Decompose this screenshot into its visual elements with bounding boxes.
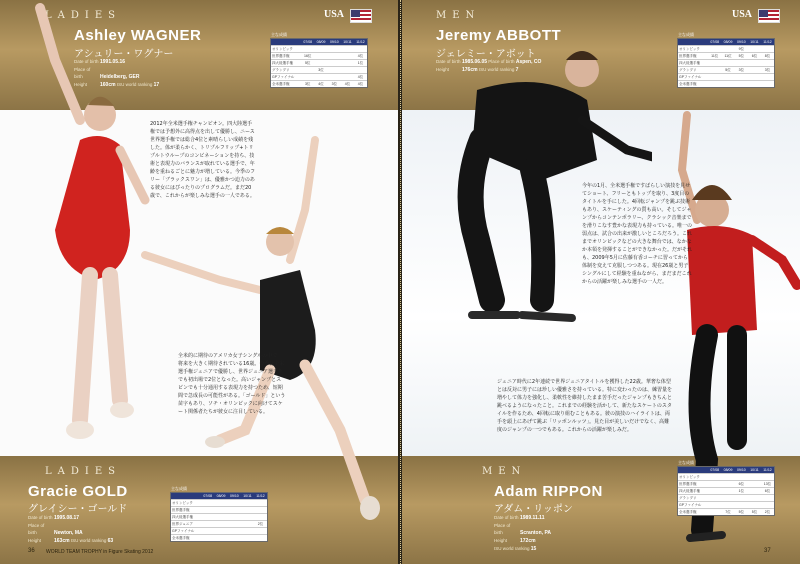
- bio-text: 全米的に期待のアメリカ女子シングルの中で、将来を大きく期待されている16歳。今季は全米選手権ジュニアで優勝し、世界ジュニア選手権でも初出場で2位となった。高いジャンプとスピンでも十分通用する表現力を持つため、短期間で急成長の可能性がある。「ゴールド」という苗字もあり、ソチ・オリンピックに向けてスケート関係者たちが彼女に注目している。: [178, 353, 286, 415]
- section-label: MEN: [436, 10, 481, 21]
- skater-info: Date of birth1991.05.16 Place of birth Heidelberg, GER Height 160cm ISU world ranking 17: [74, 59, 160, 88]
- section-label: MEN: [482, 466, 527, 477]
- skater-kana: アシュリー・ワグナー: [74, 49, 174, 60]
- skater-name: Jeremy ABBOTT: [436, 27, 562, 44]
- skater-info: Date of birth1985.06.05 Place of birth Aspen, CO Height 176cm ISU world ranking 7: [436, 59, 542, 73]
- page-number: 36: [28, 548, 35, 554]
- left-page: [0, 0, 398, 564]
- usa-flag-icon: [350, 9, 372, 23]
- skater-info: Date of birth1995.08.17 Place of birth Newton, MA Height 163cm ISU world ranking 63: [28, 515, 114, 544]
- skater-name: Ashley WAGNER: [74, 27, 202, 44]
- skater-name: Adam RIPPON: [494, 483, 603, 500]
- skater-kana: グレイシー・ゴールド: [28, 504, 128, 515]
- section-label: LADIES: [45, 10, 121, 21]
- page-number: 37: [764, 548, 771, 554]
- record-table: 主な成績 07/08 08/09 09/10 10/11 11/12 オリンピック 世界選手権 6位 13位 四大陸選手権 1位 6位 グランプリ GPファイナル 全米選手権 7位 5位 5位 2位: [677, 466, 775, 516]
- usa-flag-icon: [758, 9, 780, 23]
- footer-title: WORLD TEAM TROPHY in Figure Skating 2012: [46, 549, 154, 555]
- skater-kana: アダム・リッポン: [494, 504, 573, 515]
- record-table: 主な成績 07/08 08/09 09/10 10/11 11/12 オリンピック 世界選手権 16位 4位 四大陸選手権 5位 1位 グランプリ 3位 GPファイナル 4位 全米選手権 3位 4位 3位 4位 4位: [270, 38, 368, 88]
- bio-text: 2012年全米選手権チャンピオン。四大陸選手権では予想外に高得点を出して優勝し、ニース世界選手権では総合4位と素晴らしい成績を残した。体が柔らかく、トリプルフリップ+トリプルトウループのコンビネーションを持ち、技術と表現力のバランスが取れている選手で、年齢を重ねるごとに魅力が増している。今季のフリー「ブラックスワン」は、優雅かつ迫力のある彼女にはぴったりのプログラムだ。まだ20歳で、これからが楽しみな選手の一人である。: [150, 121, 256, 199]
- record-table: 主な成績 07/08 08/09 09/10 10/11 11/12 オリンピック 9位 世界選手権 11位 11位 5位 6位 8位 四大陸選手権 グランプリ 5位 3位 3位 GPファイナル 全米選手権: [677, 38, 775, 88]
- record-table: 主な成績 07/08 08/09 09/10 10/11 11/12 オリンピック 世界選手権 四大陸選手権 世界ジュニア 2位 GPファイナル 全米選手権: [170, 492, 268, 542]
- skater-name: Gracie GOLD: [28, 483, 128, 500]
- skater-kana: ジェレミー・アボット: [436, 49, 536, 60]
- section-label: LADIES: [45, 466, 121, 477]
- country-label: USA: [324, 9, 345, 20]
- country-label: USA: [732, 9, 753, 20]
- bio-text: 今年の1月、全米選手権ですばらしい演技を見せてショート、フリーともトップを取り、3度目のタイトルを手にした。4回転ジャンプを跳ぶ技術もあり、スケーティングの質も高い。そしてジャンプからコンテンポラリー、クラシック音楽までを滑りこなす豊かな表現力も持っている。唯一の弱点は、試合の出来が激しいところだろう。これまでオリンピックなどの大きな舞台では、なかなか本領を発揮することができなかった。だがそれも、2009年5月に佐藤有香コーチに習ってから体制を変えて克服しつつある。現在26歳と男子シングルにして経験を重ねながら、まだまだこれからの活躍が楽しみな選手の一人だ。: [582, 183, 693, 285]
- bio-text: ジュニア時代に2年連続で世界ジュニアタイトルを獲得した22歳。華奢な体型とは反対に男子には珍しい優雅さを持っている。特に変わったのは、練習量を増やして体力を強化し、柔軟性を維持したまま苦手だったジャンプもきちんと跳べるようになったこと。これまでの経験を活かして、新たなスケートのスタイルを作るため、4回転に取り組むこともある。彼の演技のハイライトは、両手を頭上にあげて跳ぶ「リッポンルッツ」。見た目が美しいだけでなく、高難度のジャンプの一つでもある。これからの活躍が楽しみだ。: [497, 379, 672, 433]
- right-page: [402, 0, 800, 564]
- spread-gutter: [400, 0, 401, 564]
- skater-info: Date of birth1989.11.11 Place of birth Scranton, PA Height 172cm ISU world ranking 15: [494, 515, 552, 552]
